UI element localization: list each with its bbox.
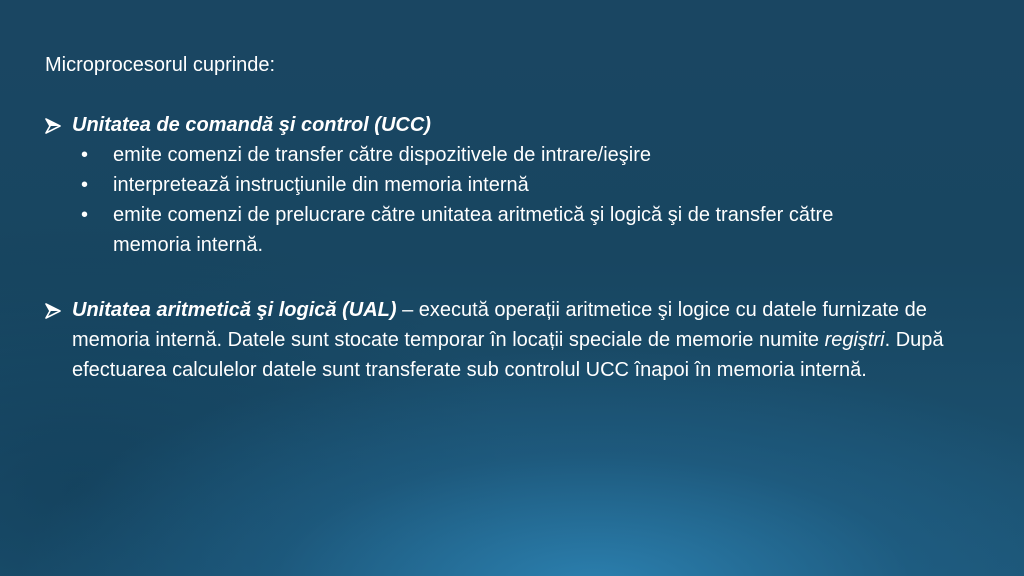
list-item-text: interpretează instrucţiunile din memoria internă <box>113 174 529 196</box>
intro-text: Microprocesorul cuprinde: <box>45 54 276 76</box>
section-ual-paragraph <box>72 295 952 385</box>
list-item <box>45 140 995 170</box>
list-item-text: emite comenzi de transfer către dispozitivele de intrare/ieşire <box>113 144 652 166</box>
section-ucc-heading: Unitatea de comandă şi control (UCC) <box>72 114 431 136</box>
list-item <box>45 200 995 260</box>
section-ual-heading: Unitatea aritmetică şi logică (UAL) <box>72 299 397 321</box>
section-ual <box>45 295 995 385</box>
arrow-bullet-icon <box>45 303 61 319</box>
bullet-dot-icon: • <box>81 204 89 226</box>
bullet-dot-icon: • <box>81 174 89 196</box>
ual-text-part2: . După efectuarea calculelor datele sunt transferate sub controlul UCC înapoi în memoria internă. <box>72 329 944 381</box>
ucc-bullet-list <box>45 140 995 260</box>
bullet-dot-icon: • <box>81 144 89 166</box>
list-item-text-continued: memoria internă. <box>113 234 264 256</box>
section-ucc <box>45 110 995 260</box>
ual-text-part1: – execută operații aritmetice şi logice cu datele furnizate de memoria internă. Datele sunt stocate temporar în locații speciale de memorie numite <box>72 299 927 351</box>
list-item-text: emite comenzi de prelucrare către unitatea aritmetică şi logică şi de transfer către <box>113 204 834 226</box>
ual-term-registri: regiştri <box>824 329 885 351</box>
list-item <box>45 170 995 200</box>
arrow-bullet-icon <box>45 118 61 134</box>
